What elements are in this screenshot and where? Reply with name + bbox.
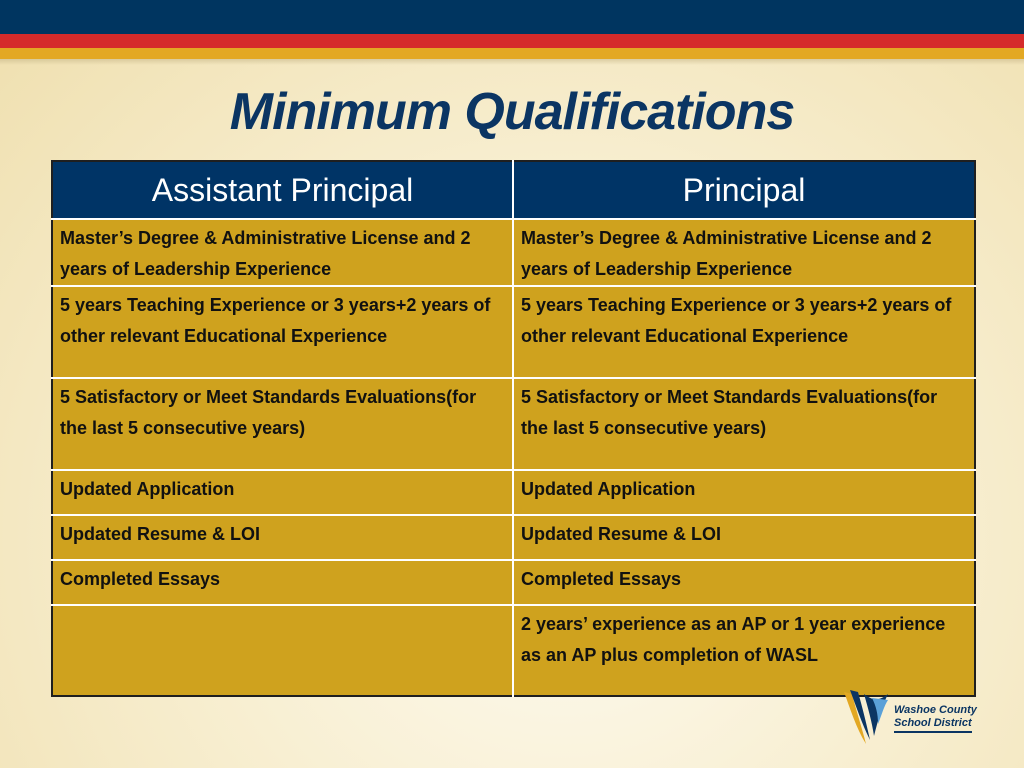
table-cell: 5 Satisfactory or Meet Standards Evaluations(for the last 5 consecutive years) <box>513 378 975 470</box>
district-logo-text <box>894 704 977 730</box>
table-cell: 2 years’ experience as an AP or 1 year experience as an AP plus completion of WASL <box>513 605 975 696</box>
table-row <box>52 470 975 515</box>
qualifications-table <box>51 160 976 697</box>
table-row <box>52 286 975 378</box>
table-cell: Updated Application <box>513 470 975 515</box>
table-row <box>52 515 975 560</box>
district-logo-icon <box>842 688 890 746</box>
district-logo <box>842 688 982 748</box>
table-row <box>52 378 975 470</box>
slide-title: Minimum Qualifications <box>229 83 795 141</box>
table-row <box>52 560 975 605</box>
table-cell: Completed Essays <box>52 560 513 605</box>
header-principal: Principal <box>513 161 975 219</box>
table-cell: Updated Resume & LOI <box>52 515 513 560</box>
table-cell: Master’s Degree & Administrative License and 2 years of Leadership Experience <box>513 219 975 286</box>
table-cell: 5 years Teaching Experience or 3 years+2 years of other relevant Educational Experience <box>513 286 975 378</box>
logo-underline <box>894 731 972 733</box>
logo-line-2: School District <box>894 717 972 729</box>
table-cell: Updated Resume & LOI <box>513 515 975 560</box>
header-assistant-principal: Assistant Principal <box>52 161 513 219</box>
top-bar-gold <box>0 48 1024 59</box>
logo-line-1: Washoe County <box>894 704 977 716</box>
table-cell: 5 Satisfactory or Meet Standards Evaluations(for the last 5 consecutive years) <box>52 378 513 470</box>
table-row <box>52 219 975 286</box>
table-cell: Updated Application <box>52 470 513 515</box>
top-bar-shadow <box>0 59 1024 65</box>
table-cell: Master’s Degree & Administrative License and 2 years of Leadership Experience <box>52 219 513 286</box>
table-header-row <box>52 161 975 219</box>
top-bar-red <box>0 34 1024 48</box>
top-bar-navy <box>0 0 1024 34</box>
table-cell: 5 years Teaching Experience or 3 years+2 years of other relevant Educational Experience <box>52 286 513 378</box>
table-row <box>52 605 975 696</box>
table-cell-empty <box>52 605 513 696</box>
table-cell: Completed Essays <box>513 560 975 605</box>
